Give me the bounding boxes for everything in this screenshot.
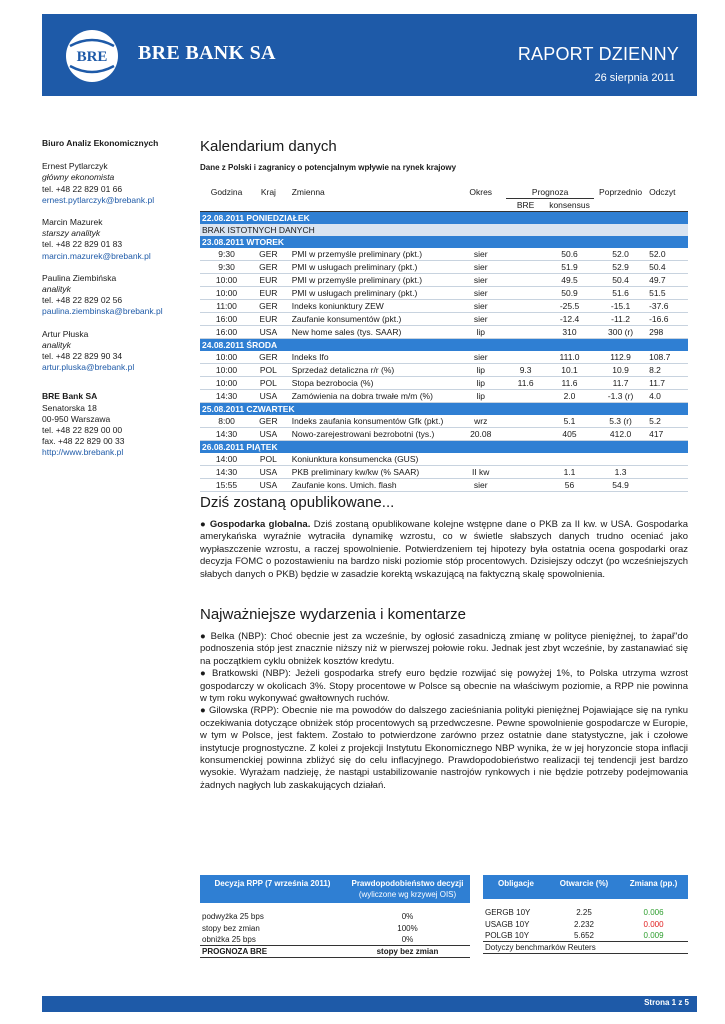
cell-time: 16:00 bbox=[200, 326, 253, 339]
cell-country: USA bbox=[253, 466, 284, 479]
rpp-forecast-label: PROGNOZA BRE bbox=[200, 946, 345, 958]
cell-variable: Zaufanie konsumentów (pkt.) bbox=[284, 313, 456, 326]
bond-name: POLGB 10Y bbox=[483, 930, 549, 942]
cell-cons: 50.6 bbox=[545, 248, 594, 261]
cell-prev: 50.4 bbox=[594, 274, 647, 287]
bond-change: 0.000 bbox=[643, 919, 664, 929]
report-date: 26 sierpnia 2011 bbox=[594, 72, 675, 84]
event-item: ● Gilowska (RPP): Obecnie nie ma powodów do dalszego zacieśniania polityki pieniężnej Pojawiające się na rynku oczekiwania dotyczące obniżek stóp procentowych są przedwczesne. Pewne spowolnienie gospodarcze w Europie, w tym w Polsce, jest faktem. Zostało to potwierdzone zarówno przez ostatnie dane statystyczne, jak i czołowe instytucje prognostyczne. Z kolei z projekcji Instytutu Ekonomicznego NBP wynika, że w jej horyzoncie stopa inflacji konsumenckiej powinna zbliżyć się do celu inflacyjnego. Prawdopodobieństwo realizacji tej tendencji jest bardzo wysokie. Wyrażam nadzieję, że nastąpi ustabilizowanie nastrojów rynkowych i nie będzie potrzeby podejmowania żadnych nagłych lub zaskakujących działań. bbox=[200, 705, 688, 791]
rpp-row-label: podwyżka 25 bps bbox=[202, 912, 264, 922]
calendar-day-row bbox=[200, 441, 688, 454]
table-row bbox=[200, 428, 688, 441]
cell-time: 10:00 bbox=[200, 274, 253, 287]
bonds-note: Dotyczy benchmarków Reuters bbox=[483, 942, 688, 954]
cell-cons: 5.1 bbox=[545, 415, 594, 428]
cell-period: sier bbox=[455, 261, 506, 274]
cell-cons: -12.4 bbox=[545, 313, 594, 326]
bond-change: 0.009 bbox=[619, 930, 688, 942]
col-header-bre: BRE bbox=[506, 199, 545, 212]
col-header-variable: Zmienna bbox=[291, 187, 325, 198]
cell-period: sier bbox=[455, 248, 506, 261]
cell-period: lip bbox=[455, 364, 506, 377]
cell-act: 417 bbox=[647, 428, 688, 441]
calendar-day-label: 25.08.2011 CZWARTEK bbox=[200, 403, 688, 416]
cell-prev bbox=[594, 453, 647, 466]
rpp-col-probability-sub: (wyliczone wg krzywej OIS) bbox=[358, 890, 457, 899]
person-role: główny ekonomista bbox=[42, 172, 115, 183]
cell-period: sier bbox=[455, 287, 506, 300]
cell-act bbox=[647, 479, 688, 492]
cell-act: 4.0 bbox=[647, 390, 688, 403]
cell-bre bbox=[506, 453, 545, 466]
cell-act: 50.4 bbox=[647, 261, 688, 274]
cell-act: 298 bbox=[647, 326, 688, 339]
events-title: Najważniejsze wydarzenia i komentarze bbox=[200, 606, 466, 623]
table-row bbox=[200, 923, 470, 935]
calendar-day-row bbox=[200, 339, 688, 352]
bullet-glyph: ● bbox=[200, 519, 207, 530]
cell-act: 51.5 bbox=[647, 287, 688, 300]
bond-open: 5.652 bbox=[549, 930, 619, 942]
cell-act: -37.6 bbox=[647, 300, 688, 313]
cell-bre bbox=[506, 313, 545, 326]
cell-country: USA bbox=[253, 428, 284, 441]
table-row bbox=[200, 274, 688, 287]
cell-time: 10:00 bbox=[200, 287, 253, 300]
cell-variable: New home sales (tys. SAAR) bbox=[284, 326, 456, 339]
rpp-col-probability-label: Prawdopodobieństwo decyzji bbox=[351, 879, 464, 888]
cell-country: EUR bbox=[253, 313, 284, 326]
cell-prev: -1.3 (r) bbox=[594, 390, 647, 403]
cell-country: POL bbox=[253, 364, 284, 377]
today-lead: Gospodarka globalna. bbox=[209, 519, 311, 530]
table-row bbox=[200, 300, 688, 313]
today-paragraph bbox=[200, 519, 688, 581]
calendar-day-label: 22.08.2011 PONIEDZIAŁEK bbox=[200, 212, 688, 225]
calendar-table bbox=[200, 186, 688, 492]
person-name: Paulina Ziembińska bbox=[42, 272, 117, 283]
cell-period: II kw bbox=[455, 466, 506, 479]
cell-cons: -25.5 bbox=[545, 300, 594, 313]
cell-prev: 412.0 bbox=[594, 428, 647, 441]
bank-address bbox=[42, 391, 192, 458]
table-row bbox=[200, 377, 688, 390]
table-row bbox=[483, 930, 688, 942]
person-phone: tel. +48 22 829 01 66 bbox=[42, 183, 123, 194]
cell-period: wrz bbox=[455, 415, 506, 428]
cell-time: 14:30 bbox=[200, 466, 253, 479]
cell-period bbox=[455, 453, 506, 466]
cell-cons: 56 bbox=[545, 479, 594, 492]
cell-bre bbox=[506, 248, 545, 261]
cell-variable: Indeks Ifo bbox=[284, 351, 456, 364]
rpp-forecast-value: stopy bez zmian bbox=[345, 946, 470, 958]
cell-prev: -15.1 bbox=[594, 300, 647, 313]
col-header-consensus: konsensus bbox=[545, 199, 594, 212]
contact-person bbox=[42, 273, 192, 318]
cell-cons: 49.5 bbox=[545, 274, 594, 287]
cell-time: 10:00 bbox=[200, 351, 253, 364]
person-name: Artur Płuska bbox=[42, 328, 89, 339]
table-row bbox=[483, 919, 688, 931]
bonds-col-change: Zmiana (pp.) bbox=[619, 875, 688, 899]
cell-cons: 310 bbox=[545, 326, 594, 339]
cell-prev: 5.3 (r) bbox=[594, 415, 647, 428]
today-text: Dziś zostaną opublikowane kolejne wstępne dane o PKB za II kw. w USA. Gospodarka amerykańska wyraźnie wytraciła dynamikę wzrostu, co w świetle słabszych danych trudno oceniać jako wypłaszczenie wzrostu, a raczej spowolnienie. Potwierdzeniem tej hipotezy była ostatnia ocena gospodarki oraz decyzja FOMC o pozostawieniu na bardzo niski poziomie stóp procentowych. Dzisiejszy odczyt (po wcześniejszych słabych danych o PKB) będzie w zasadzie korektą wskazującą na faktyczną skalę spowolnienia. bbox=[200, 519, 688, 580]
cell-act: 108.7 bbox=[647, 351, 688, 364]
cell-bre bbox=[506, 351, 545, 364]
bond-name: USAGB 10Y bbox=[485, 919, 530, 929]
page-number: Strona 1 z 5 bbox=[644, 998, 689, 1007]
cell-variable: Indeks zaufania konsumentów Gfk (pkt.) bbox=[284, 415, 456, 428]
cell-cons: 405 bbox=[545, 428, 594, 441]
bank-street: Senatorska 18 bbox=[42, 402, 97, 413]
cell-country: GER bbox=[253, 300, 284, 313]
cell-country: USA bbox=[253, 326, 284, 339]
cell-variable: Stopa bezrobocia (%) bbox=[284, 377, 456, 390]
bond-open: 2.232 bbox=[573, 919, 595, 929]
cell-bre bbox=[506, 415, 545, 428]
table-row bbox=[483, 907, 688, 919]
bank-city: 00-950 Warszawa bbox=[42, 413, 111, 424]
cell-prev: 51.6 bbox=[594, 287, 647, 300]
cell-bre bbox=[506, 428, 545, 441]
calendar-subtitle: Dane z Polski i zagranicy o potencjalnym wpływie na rynek krajowy bbox=[200, 163, 457, 172]
cell-period: lip bbox=[455, 377, 506, 390]
table-row bbox=[200, 326, 688, 339]
cell-prev: 1.3 bbox=[594, 466, 647, 479]
cell-cons: 1.1 bbox=[545, 466, 594, 479]
cell-prev: 52.9 bbox=[594, 261, 647, 274]
bond-name: GERGB 10Y bbox=[485, 908, 531, 918]
table-row bbox=[200, 248, 688, 261]
calendar-title: Kalendarium danych bbox=[200, 138, 337, 155]
cell-act: -16.6 bbox=[647, 313, 688, 326]
cell-variable: PMI w przemyśle preliminary (pkt.) bbox=[284, 248, 456, 261]
cell-time: 9:30 bbox=[200, 261, 253, 274]
cell-bre: 11.6 bbox=[506, 377, 545, 390]
cell-prev: 54.9 bbox=[594, 479, 647, 492]
cell-country: USA bbox=[253, 479, 284, 492]
table-row bbox=[200, 287, 688, 300]
cell-variable: PKB preliminary kw/kw (% SAAR) bbox=[284, 466, 456, 479]
table-row bbox=[200, 453, 688, 466]
cell-time: 11:00 bbox=[200, 300, 253, 313]
cell-time: 8:00 bbox=[200, 415, 253, 428]
cell-bre bbox=[506, 300, 545, 313]
today-title: Dziś zostaną opublikowane... bbox=[200, 494, 395, 511]
cell-country: GER bbox=[253, 351, 284, 364]
cell-bre bbox=[506, 326, 545, 339]
cell-act: 5.2 bbox=[647, 415, 688, 428]
cell-bre bbox=[506, 261, 545, 274]
calendar-day-label: 23.08.2011 WTOREK bbox=[200, 236, 688, 248]
table-row bbox=[200, 313, 688, 326]
table-row bbox=[200, 351, 688, 364]
cell-variable: Koniunktura konsumencka (GUS) bbox=[284, 453, 456, 466]
table-row bbox=[200, 364, 688, 377]
calendar-day-row bbox=[200, 236, 688, 248]
col-header-time: Godzina bbox=[210, 187, 243, 198]
person-email-link[interactable]: marcin.mazurek@brebank.pl bbox=[42, 250, 151, 261]
cell-cons: 10.1 bbox=[545, 364, 594, 377]
bank-fax: fax. +48 22 829 00 33 bbox=[42, 436, 125, 447]
cell-bre bbox=[506, 287, 545, 300]
contact-person bbox=[42, 329, 192, 374]
cell-time: 14:30 bbox=[200, 390, 253, 403]
cell-period: sier bbox=[455, 300, 506, 313]
cell-country: GER bbox=[253, 261, 284, 274]
cell-bre: 9.3 bbox=[506, 364, 545, 377]
rpp-col-decision: Decyzja RPP (7 września 2011) bbox=[200, 875, 345, 903]
cell-act: 8.2 bbox=[647, 364, 688, 377]
col-header-previous: Poprzednio bbox=[599, 187, 643, 198]
cell-time: 15:55 bbox=[200, 479, 253, 492]
bonds-note-row bbox=[483, 942, 688, 954]
col-header-country: Kraj bbox=[260, 187, 276, 198]
cell-variable: Zaufanie kons. Umich. flash bbox=[284, 479, 456, 492]
bre-logo-icon bbox=[64, 28, 120, 84]
brand-name: BRE BANK SA bbox=[138, 42, 276, 64]
rpp-forecast-row bbox=[200, 946, 470, 958]
person-email-link[interactable]: artur.pluska@brebank.pl bbox=[42, 362, 135, 373]
rpp-row-value: 0% bbox=[345, 934, 470, 946]
calendar-body bbox=[200, 212, 688, 492]
event-item: ● Bratkowski (NBP): Jeżeli gospodarka strefy euro będzie rozwijać się powyżej 1%, to Polska utrzyma wzrost gospodarczy w okolicach 3%. Stopy procentowe w Polsce są obecnie na właściwym poziomie, a RPP nie powinna w tym roku wykonywać gwałtownych ruchów. bbox=[200, 668, 688, 705]
cell-act: 11.7 bbox=[647, 377, 688, 390]
calendar-note-row bbox=[200, 224, 688, 236]
contacts-sidebar bbox=[42, 138, 192, 459]
rpp-decision-table bbox=[200, 875, 470, 958]
table-row bbox=[200, 934, 470, 946]
table-row bbox=[200, 911, 470, 923]
person-role: starszy analityk bbox=[42, 228, 101, 239]
rpp-row-value: 0% bbox=[401, 912, 414, 922]
cell-bre bbox=[506, 479, 545, 492]
person-role: analityk bbox=[42, 339, 71, 350]
cell-period: lip bbox=[455, 326, 506, 339]
col-header-period: Okres bbox=[469, 187, 493, 198]
cell-cons: 51.9 bbox=[545, 261, 594, 274]
logo-text: BRE bbox=[76, 49, 108, 65]
cell-country: EUR bbox=[253, 287, 284, 300]
rpp-row-label: stopy bez zmian bbox=[202, 923, 260, 933]
cell-bre bbox=[506, 390, 545, 403]
col-header-actual: Odczyt bbox=[649, 187, 676, 198]
cell-period: sier bbox=[455, 274, 506, 287]
rpp-col-probability bbox=[345, 875, 470, 903]
table-row bbox=[200, 415, 688, 428]
contact-person bbox=[42, 217, 192, 262]
cell-prev: 11.7 bbox=[594, 377, 647, 390]
cell-prev: 10.9 bbox=[594, 364, 647, 377]
event-item: ● Belka (NBP): Choć obecnie jest za wcześnie, by ogłosić zasadniczą zmianę w polityce pieniężnej, to żapał"do podnoszenia stóp jest znacznie niższy niż w pierwszej połowie roku. Jednak jest zbyt wcześnie, by zastanawiać się na początkiem cyklu obniżek kosztów kredytu. bbox=[200, 631, 688, 667]
cell-act bbox=[647, 453, 688, 466]
cell-variable: PMI w przemyśle preliminary (pkt.) bbox=[284, 274, 456, 287]
bank-website-link[interactable]: http://www.brebank.pl bbox=[42, 447, 124, 458]
cell-variable: Zamówienia na dobra trwałe m/m (%) bbox=[284, 390, 456, 403]
cell-country: POL bbox=[253, 453, 284, 466]
cell-time: 10:00 bbox=[200, 377, 253, 390]
bond-open: 2.25 bbox=[576, 908, 592, 918]
cell-country: POL bbox=[253, 377, 284, 390]
cell-act: 49.7 bbox=[647, 274, 688, 287]
calendar-section bbox=[200, 138, 688, 492]
rpp-row-label: obniżka 25 bps bbox=[200, 934, 345, 946]
events-section bbox=[200, 606, 688, 792]
cell-cons: 2.0 bbox=[545, 390, 594, 403]
cell-variable: Indeks koniunktury ZEW bbox=[284, 300, 456, 313]
table-row bbox=[200, 261, 688, 274]
person-email-link[interactable]: paulina.ziembinska@brebank.pl bbox=[42, 306, 163, 317]
cell-cons: 50.9 bbox=[545, 287, 594, 300]
cell-act bbox=[647, 466, 688, 479]
bonds-table bbox=[483, 875, 688, 954]
cell-bre bbox=[506, 274, 545, 287]
cell-time: 14:30 bbox=[200, 428, 253, 441]
col-header-forecast: Prognoza bbox=[506, 186, 594, 199]
cell-time: 9:30 bbox=[200, 248, 253, 261]
cell-time: 14:00 bbox=[200, 453, 253, 466]
cell-time: 10:00 bbox=[200, 364, 253, 377]
cell-country: GER bbox=[253, 415, 284, 428]
page-footer bbox=[42, 996, 697, 1012]
calendar-day-label: 26.08.2011 PIĄTEK bbox=[200, 441, 688, 454]
cell-cons bbox=[545, 453, 594, 466]
report-header bbox=[42, 14, 697, 96]
bond-change: 0.006 bbox=[643, 908, 664, 918]
table-row bbox=[200, 479, 688, 492]
cell-prev: 300 (r) bbox=[594, 326, 647, 339]
cell-cons: 111.0 bbox=[545, 351, 594, 364]
cell-variable: PMI w usługach preliminary (pkt.) bbox=[284, 287, 456, 300]
rpp-row-value: 100% bbox=[397, 923, 418, 933]
cell-period: sier bbox=[455, 351, 506, 364]
cell-prev: 112.9 bbox=[594, 351, 647, 364]
bank-name: BRE Bank SA bbox=[42, 391, 98, 402]
cell-variable: Sprzedaż detaliczna r/r (%) bbox=[284, 364, 456, 377]
person-phone: tel. +48 22 829 90 34 bbox=[42, 351, 123, 362]
cell-period: 20.08 bbox=[455, 428, 506, 441]
person-phone: tel. +48 22 829 01 83 bbox=[42, 239, 123, 250]
person-email-link[interactable]: ernest.pytlarczyk@brebank.pl bbox=[42, 194, 155, 205]
calendar-day-row bbox=[200, 403, 688, 416]
calendar-day-row bbox=[200, 212, 688, 225]
cell-variable: Nowo-zarejestrowani bezrobotni (tys.) bbox=[284, 428, 456, 441]
cell-time: 16:00 bbox=[200, 313, 253, 326]
person-name: Marcin Mazurek bbox=[42, 217, 103, 228]
person-phone: tel. +48 22 829 02 56 bbox=[42, 295, 123, 306]
cell-country: GER bbox=[253, 248, 284, 261]
bank-phone: tel. +48 22 829 00 00 bbox=[42, 425, 123, 436]
cell-country: USA bbox=[253, 390, 284, 403]
cell-period: sier bbox=[455, 313, 506, 326]
cell-period: lip bbox=[455, 390, 506, 403]
table-row bbox=[200, 390, 688, 403]
cell-period: sier bbox=[455, 479, 506, 492]
table-row bbox=[200, 466, 688, 479]
contact-person bbox=[42, 161, 192, 206]
bonds-col-name: Obligacje bbox=[483, 875, 549, 899]
today-section bbox=[200, 494, 688, 581]
cell-prev: -11.2 bbox=[594, 313, 647, 326]
cell-bre bbox=[506, 466, 545, 479]
person-name: Ernest Pytlarczyk bbox=[42, 161, 108, 172]
calendar-day-label: 24.08.2011 ŚRODA bbox=[200, 339, 688, 352]
cell-country: EUR bbox=[253, 274, 284, 287]
person-role: analityk bbox=[42, 284, 71, 295]
cell-act: 52.0 bbox=[647, 248, 688, 261]
calendar-note: BRAK ISTOTNYCH DANYCH bbox=[200, 224, 688, 236]
report-title: RAPORT DZIENNY bbox=[517, 44, 679, 64]
cell-cons: 11.6 bbox=[545, 377, 594, 390]
cell-prev: 52.0 bbox=[594, 248, 647, 261]
bonds-col-open: Otwarcie (%) bbox=[549, 875, 619, 899]
department-name: Biuro Analiz Ekonomicznych bbox=[42, 138, 159, 148]
cell-variable: PMI w usługach preliminary (pkt.) bbox=[284, 261, 456, 274]
